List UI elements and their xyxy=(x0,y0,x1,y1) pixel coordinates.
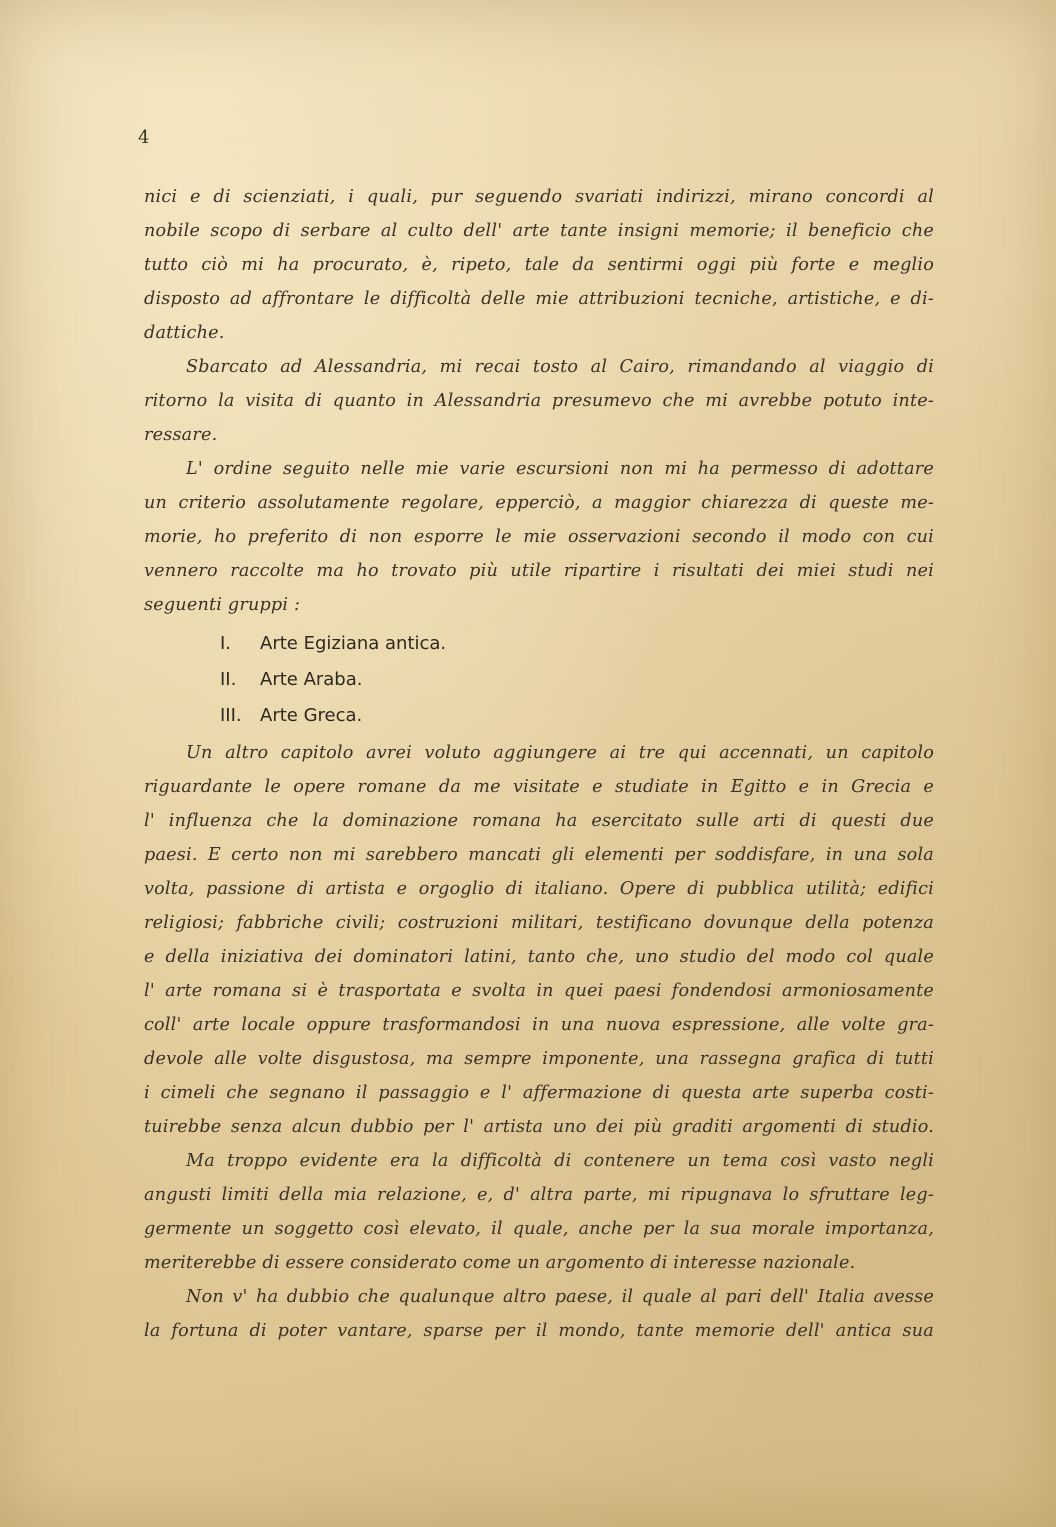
text-line: angusti limiti della mia relazione, e, d' altra parte, mi ripugnava lo sfruttare leg- xyxy=(144,1185,934,1205)
text-line: disposto ad affrontare le difficoltà delle mie attribuzioni tecniche, artistiche, e di- xyxy=(144,289,934,309)
list-label: Arte Araba. xyxy=(260,669,363,690)
paragraph xyxy=(144,350,934,452)
text-line: l' influenza che la dominazione romana ha esercitato sulle arti di questi due xyxy=(144,811,934,831)
paragraph xyxy=(144,1144,934,1280)
page-number: 4 xyxy=(138,127,150,148)
text-line: e della iniziativa dei dominatori latini, tanto che, uno studio del modo col quale xyxy=(144,947,934,967)
text-line: vennero raccolte ma ho trovato più utile ripartire i risultati dei miei studi nei xyxy=(144,561,934,581)
text-line: nobile scopo di serbare al culto dell' arte tante insigni memorie; il beneficio che xyxy=(144,221,934,241)
text-line: i cimeli che segnano il passaggio e l' affermazione di questa arte superba costi- xyxy=(144,1083,934,1103)
text-line: ressare. xyxy=(144,425,218,445)
text-line: L' ordine seguito nelle mie varie escursioni non mi ha permesso di adottare xyxy=(186,459,934,479)
text-line: Un altro capitolo avrei voluto aggiungere ai tre qui accennati, un capitolo xyxy=(186,743,934,763)
text-line: nici e di scienziati, i quali, pur seguendo svariati indirizzi, mirano concordi al xyxy=(144,187,934,207)
paragraph xyxy=(144,1280,934,1348)
text-line: Ma troppo evidente era la difficoltà di contenere un tema così vasto negli xyxy=(186,1151,934,1171)
text-line: seguenti gruppi : xyxy=(144,595,301,615)
list-item xyxy=(220,698,934,734)
text-line: riguardante le opere romane da me visitate e studiate in Egitto e in Grecia e xyxy=(144,777,934,797)
list-item xyxy=(220,662,934,698)
text-line: coll' arte locale oppure trasformandosi in una nuova espressione, alle volte gra- xyxy=(144,1015,934,1035)
text-line: tuirebbe senza alcun dubbio per l' artista uno dei più graditi argomenti di studio. xyxy=(144,1117,934,1137)
text-line: paesi. E certo non mi sarebbero mancati gli elementi per soddisfare, in una sola xyxy=(144,845,934,865)
paragraph xyxy=(144,180,934,350)
text-line: ritorno la visita di quanto in Alessandria presumevo che mi avrebbe potuto inte- xyxy=(144,391,934,411)
list-numeral: III. xyxy=(220,705,242,726)
list-numeral: I. xyxy=(220,633,232,654)
text-line: morie, ho preferito di non esporre le mie osservazioni secondo il modo con cui xyxy=(144,527,934,547)
list-label: Arte Greca. xyxy=(260,705,363,726)
text-line: meriterebbe di essere considerato come un argomento di interesse nazionale. xyxy=(144,1253,856,1273)
text-line: devole alle volte disgustosa, ma sempre imponente, una rassegna grafica di tutti xyxy=(144,1049,934,1069)
list-numeral: II. xyxy=(220,669,237,690)
text-line: Sbarcato ad Alessandria, mi recai tosto al Cairo, rimandando al viaggio di xyxy=(186,357,934,377)
text-line: la fortuna di poter vantare, sparse per il mondo, tante memorie dell' antica sua xyxy=(144,1321,934,1341)
text-line: volta, passione di artista e orgoglio di italiano. Opere di pubblica utilità; edifici xyxy=(144,879,934,899)
text-line: Non v' ha dubbio che qualunque altro paese, il quale al pari dell' Italia avesse xyxy=(186,1287,934,1307)
list-label: Arte Egiziana antica. xyxy=(260,633,447,654)
text-line: un criterio assolutamente regolare, epperciò, a maggior chiarezza di queste me- xyxy=(144,493,934,513)
paragraph xyxy=(144,736,934,1144)
groups-list xyxy=(144,626,934,734)
text-line: l' arte romana si è trasportata e svolta in quei paesi fondendosi armoniosamente xyxy=(144,981,934,1001)
list-item xyxy=(220,626,934,662)
paragraph xyxy=(144,452,934,622)
text-line: tutto ciò mi ha procurato, è, ripeto, tale da sentirmi oggi più forte e meglio xyxy=(144,255,934,275)
text-line: dattiche. xyxy=(144,323,225,343)
text-line: germente un soggetto così elevato, il quale, anche per la sua morale importanza, xyxy=(144,1219,934,1239)
text-line: religiosi; fabbriche civili; costruzioni militari, testificano dovunque della potenza xyxy=(144,913,934,933)
body-text xyxy=(144,180,934,1348)
